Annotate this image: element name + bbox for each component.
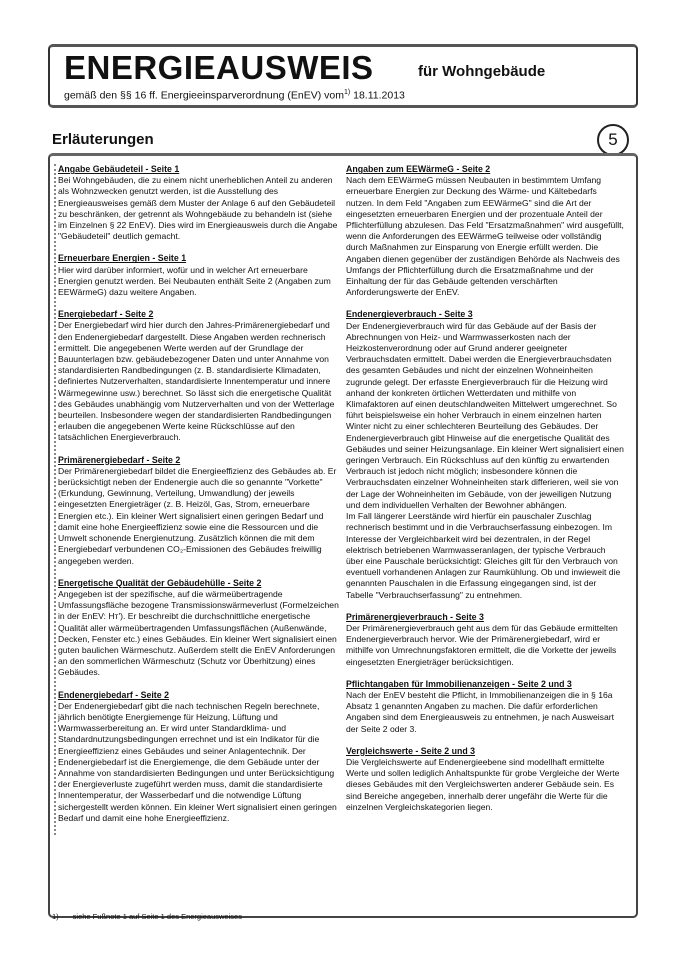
section-title: Erläuterungen xyxy=(52,131,154,148)
section-heading: Energiebedarf - Seite 2 xyxy=(58,309,154,320)
document-subtitle: für Wohngebäude xyxy=(418,63,546,80)
explanation-section xyxy=(58,253,340,298)
footnote xyxy=(52,912,256,921)
explanation-section xyxy=(58,690,340,824)
explanation-section xyxy=(346,309,625,600)
section-text: Der Endenergiebedarf gibt die nach technischen Regeln berechnete, jährlich benötigte Energiemenge für Heizung, Lüftung und Warmwasserbereitung an. Er wird unter Standardklima- und Standardnutzungsbedingungen errechnet und ist ein Indikator für die Energieeffizienz eines Gebäudes und seiner Anlagentechnik. Der Endenergiebedarf ist die Energiemenge, die dem Gebäude unter der Annahme von standardisierten Bedingungen und unter Berücksichtigung der Energieverluste zugeführt werden muss, damit die standardisierte Innentemperatur, der Wasserbedarf und die notwendige Lüftung sichergestellt werden können. Ein kleiner Wert signalisiert einen geringen Bedarf und damit eine hohe Energieeffizienz. xyxy=(58,700,337,823)
explanation-section xyxy=(346,164,625,298)
left-column xyxy=(54,164,340,835)
explanation-section xyxy=(346,746,625,813)
section-text: Der Endenergieverbrauch wird für das Gebäude auf der Basis der Abrechnungen von Heiz- und Warmwasserkosten nach der Heizkostenverordnung oder auf Grund anderer geeigneter Verbrauchsdaten ermittelt. Dabei werden die Energieverbrauchsdaten des gesamten Gebäudes und nicht der einzelnen Wohneinheiten zugrunde gelegt. Der erfasste Energieverbrauch für die Heizung wird anhand der konkreten örtlichen Wetterdaten und mithilfe von Klimafaktoren auf einen deutschlandweiten Mittelwert umgerechnet. So führt beispielsweise ein hoher Verbrauch in einem einzelnen harten Winter nicht zu einer schlechteren Beurteilung des Gebäudes. Der Endenergieverbrauch gibt Hinweise auf die energetische Qualität des Gebäudes und seiner Heizungsanlage. Ein kleiner Wert signalisiert einen geringen Verbrauch. Ein Rückschluss auf den künftig zu erwartenden Verbrauch ist jedoch nicht möglich; insbesondere können die Verbrauchsdaten einzelner Wohneinheiten stark differieren, weil sie von der Lage der Wohneinheiten im Gebäude, von der jeweiligen Nutzung und dem individuellen Verhalten der Bewohner abhängen. xyxy=(346,320,624,510)
section-text: Bei Wohngebäuden, die zu einem nicht unerheblichen Anteil zu anderen als Wohnzwecken genutzt werden, ist die Ausstellung des Energieausweises gemäß dem Muster der Anlage 6 auf den Gebäudeteil zu beschränken, der getrennt als Wohngebäude zu behandeln ist (siehe im Einzelnen § 22 EnEV). Dies wird im Energieausweis durch die Angabe "Gebäudeteil" deutlich gemacht. xyxy=(58,175,338,242)
explanation-section xyxy=(58,164,340,242)
section-text: Angegeben ist der spezifische, auf die wärmeübertragende Umfassungsfläche bezogene Transmissionswärmeverlust (Formelzeichen in der EnEV: Hт'). Er beschreibt die durchschnittliche energetische Qualität aller wärmeübertragenden Umfassungsflächen (Außenwände, Decken, Fenster etc.) eines Gebäudes. Ein kleiner Wert signalisiert einen guten baulichen Wärmeschutz. Außerdem stellt die EnEV Anforderungen an den sommerlichen Wärmeschutz (Schutz vor Überhitzung) eines Gebäudes. xyxy=(58,588,339,678)
section-text: Der Energiebedarf wird hier durch den Jahres-Primärenergiebedarf und den Endenergiebedarf dargestellt. Diese Angaben werden rechnerisch ermittelt. Die angegebenen Werte werden auf der Grundlage der Bauunterlagen bzw. gebäudebezogener Daten und unter Annahme von standardisierten Randbedingungen (z. B. standardisierte Klimadaten, definiertes Nutzerverhalten, standardisierte Innentemperatur und innere Wärmegewinne usw.) berechnet. So lässt sich die energetische Qualität des Gebäudes unabhängig vom Nutzerverhalten und von der Wetterlage beurteilen. Insbesondere wegen der standardisierten Randbedingungen erlauben die angegebenen Werte keine Rückschlüsse auf den tatsächlichen Energieverbrauch. xyxy=(58,320,335,443)
footnote-marker: 1) xyxy=(52,912,59,921)
footnote-text: siehe Fußnote 1 auf Seite 1 des Energieausweises xyxy=(72,912,242,921)
section-heading: Angaben zum EEWärmeG - Seite 2 xyxy=(346,164,491,174)
section-heading: Pflichtangaben für Immobilienanzeigen - Seite 2 und 3 xyxy=(346,678,572,689)
section-text: Die Vergleichswerte auf Endenergieebene sind modellhaft ermittelte Werte und sollen lediglich Anhaltspunkte für grobe Vergleiche der Werte dieses Gebäudes mit den Vergleichswerten anderer Gebäude sein. Es sind Bereiche angegeben, innerhalb derer ungefähr die Werte für die einzelnen Vergleichskategorien liegen. xyxy=(346,756,620,812)
document-header xyxy=(48,44,638,108)
section-text: Der Primärenergieverbrauch geht aus dem für das Gebäude ermittelten Endenergieverbrauch hervor. Wie der Primärenergiebedarf, wird er mithilfe von Umrechnungsfaktoren ermittelt, die die Vorkette der jeweils eingesetzten Energieträger berücksichtigen. xyxy=(346,622,618,667)
explanation-section xyxy=(346,612,625,668)
section-text-continued: Im Fall längerer Leerstände wird hierfür ein pauschaler Zuschlag rechnerisch bestimmt und in die Verbrauchserfassung einbezogen. Im Interesse der Vergleichbarkeit wird bei dezentralen, in der Regel elektrisch betriebenen Warmwasseranlagen, der typische Verbrauch über eine Pauschale berücksichtigt: Gleiches gilt für den Verbrauch von eventuell vorhandenen Anlagen zur Raumkühlung. Ob und inwieweit die genannten Pauschalen in die Erfassung eingegangen sind, ist der Tabelle "Verbrauchserfassung" zu entnehmen. xyxy=(346,511,621,600)
section-text: Hier wird darüber informiert, wofür und in welcher Art erneuerbare Energien genutzt werden. Bei Neubauten enthält Seite 2 (Angaben zum EEWärmeG) dazu weitere Angaben. xyxy=(58,264,331,298)
explanation-section xyxy=(346,679,625,735)
section-heading: Energetische Qualität der Gebäudehülle - Seite 2 xyxy=(58,577,262,588)
explanation-section xyxy=(58,578,340,679)
section-heading: Endenergieverbrauch - Seite 3 xyxy=(346,309,473,320)
right-column xyxy=(346,164,625,824)
legal-basis-text: gemäß den §§ 16 ff. Energieeinsparverordnung (EnEV) vom xyxy=(64,89,344,102)
law-date: 18.11.2013 xyxy=(353,89,405,102)
explanation-section xyxy=(58,309,340,443)
footnote-ref: 1) xyxy=(343,89,351,96)
section-heading: Angabe Gebäudeteil - Seite 1 xyxy=(58,164,180,174)
section-text: Der Primärenergiebedarf bildet die Energieeffizienz des Gebäudes ab. Er berücksichtigt neben der Endenergie auch die so genannte "Vorkette" (Erkundung, Gewinnung, Verteilung, Umwandlung) der jeweils eingesetzten Energieträger (z. B. Heizöl, Gas, Strom, erneuerbare Energien etc.). Ein kleiner Wert signalisiert einen geringen Bedarf und damit eine hohe Energieeffizienz sowie eine die Ressourcen und die Umwelt schonende Energienutzung. Zusätzlich können die mit dem Energiebedarf verbundenen CO₂-Emissionen des Gebäudes freiwillig angegeben werden. xyxy=(58,465,337,566)
section-heading: Primärenergieverbrauch - Seite 3 xyxy=(346,611,484,622)
page-number-badge: 5 xyxy=(597,124,629,156)
section-heading: Vergleichswerte - Seite 2 und 3 xyxy=(346,745,476,756)
document-title: ENERGIEAUSWEIS xyxy=(64,49,374,86)
section-heading: Erneuerbare Energien - Seite 1 xyxy=(58,253,187,264)
section-text: Nach dem EEWärmeG müssen Neubauten in bestimmtem Umfang erneuerbare Energien zur Deckung des Wärme- und Kältebedarfs nutzen. In dem Feld "Angaben zum EEWärmeG" sind die Art der eingesetzten erneuerbaren Energien und der prozentuale Anteil der Pflichterfüllung abzulesen. Das Feld "Ersatzmaßnahmen" wird ausgefüllt, wenn die Anforderungen des EEWärmeG teilweise oder vollständig durch Maßnahmen zur Einsparung von Energie erfüllt werden. Die Angaben dienen gegenüber der zuständigen Behörde als Nachweis des Umfangs der Pflichterfüllung durch die Ersatzmaßnahme und der Einhaltung der für das Gebäude geltenden verschärften Anforderungswerte der EnEV. xyxy=(346,175,624,298)
section-heading: Endenergiebedarf - Seite 2 xyxy=(58,689,169,700)
section-text: Nach der EnEV besteht die Pflicht, in Immobilienanzeigen die in § 16a Absatz 1 genannten Angaben zu machen. Die dafür erforderlichen Angaben sind dem Energieausweis zu entnehmen, je nach Ausweisart der Seite 2 oder 3. xyxy=(346,689,615,734)
explanations-box xyxy=(48,153,638,918)
explanation-section xyxy=(58,455,340,567)
legal-basis xyxy=(64,89,405,102)
section-heading: Primärenergiebedarf - Seite 2 xyxy=(58,454,181,465)
